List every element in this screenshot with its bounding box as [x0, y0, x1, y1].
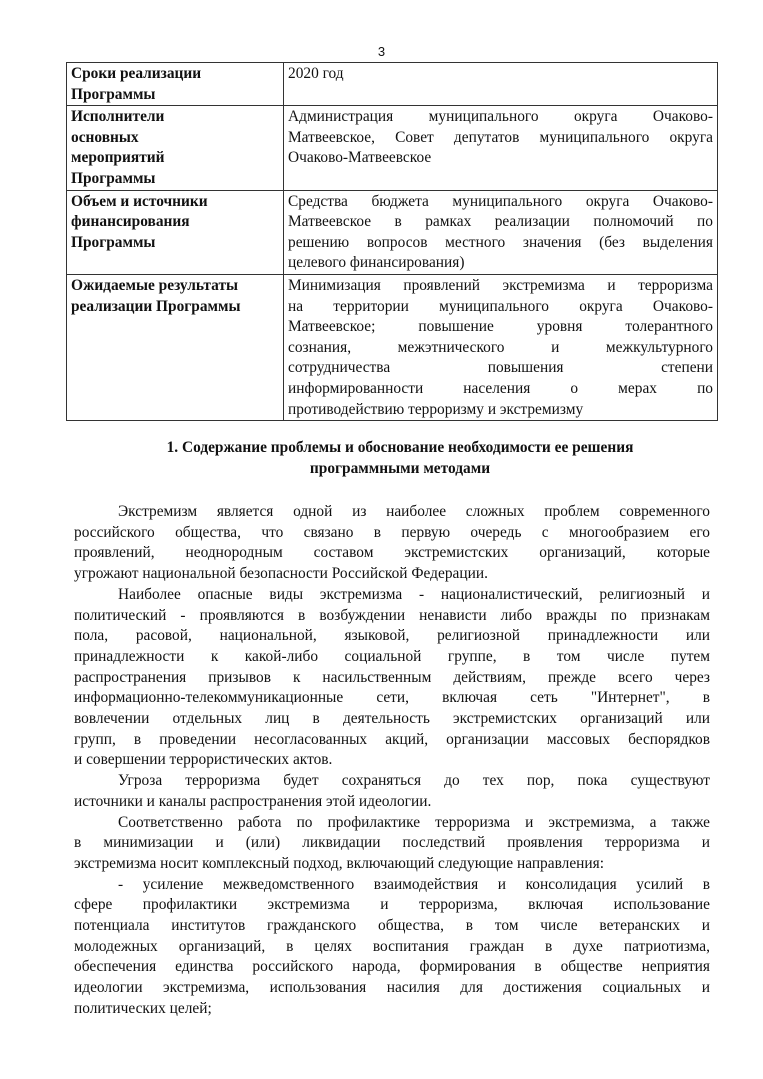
- paragraph-line: распространения призывов к насильственным действиям, прежде всего через: [74, 668, 710, 686]
- value-line: Матвеевское, Совет депутатов муниципального округа: [288, 128, 713, 146]
- value-line: сознания, межэтнического и межкультурного: [288, 338, 713, 356]
- paragraph: [74, 813, 710, 875]
- program-passport-table: [66, 62, 718, 421]
- paragraph: [74, 875, 710, 1020]
- paragraph-line: Экстремизм является одной из наиболее сложных проблем современного: [118, 503, 710, 520]
- value-line: информированности населения о мерах по: [288, 379, 713, 397]
- paragraph-line: обеспечения единства российского народа, формирования в обществе неприятия: [74, 958, 710, 976]
- value-line: решению вопросов местного значения (без выделения: [288, 233, 713, 251]
- row-value: [284, 274, 718, 420]
- page-number: 3: [377, 44, 386, 59]
- label-line: мероприятий: [71, 149, 165, 167]
- row-value: [284, 63, 718, 106]
- row-label: [67, 63, 284, 106]
- paragraph-line: экстремизма носит комплексный подход, включающий следующие направления:: [74, 854, 604, 872]
- value-line: сотрудничества повышения степени: [288, 359, 713, 377]
- paragraph-line: идеологии экстремизма, использования насилия для достижения социальных и: [74, 979, 710, 997]
- paragraph-line: информационно-телекоммуникационные сети, включая сеть "Интернет", в: [74, 689, 710, 707]
- paragraph: [74, 771, 710, 812]
- row-value: [284, 190, 718, 274]
- value-line: Администрация муниципального округа Очаково-: [288, 108, 713, 126]
- paragraph-line: пола, расовой, национальной, языковой, религиозной принадлежности или: [74, 627, 710, 645]
- paragraph-line: Наиболее опасные виды экстремизма - националистический, религиозный и: [118, 585, 710, 603]
- paragraph: [74, 585, 710, 771]
- paragraph-line: политических целей;: [74, 999, 212, 1017]
- table-row-timeline: [67, 63, 718, 106]
- row-value: [284, 106, 718, 190]
- value-line: 2020 год: [288, 65, 344, 82]
- value-line: Очаково-Матвеевское: [288, 149, 432, 167]
- value-line: противодействию терроризму и экстремизму: [288, 400, 584, 418]
- paragraph-line: источники и каналы распространения этой идеологии.: [74, 792, 432, 810]
- table-row-executors: [67, 106, 718, 190]
- section-heading-line: 1. Содержание проблемы и обоснование необходимости ее решения: [166, 439, 634, 456]
- value-line: Минимизация проявлений экстремизма и терроризма: [288, 276, 713, 294]
- row-label: [67, 190, 284, 274]
- value-line: целевого финансирования): [288, 254, 465, 272]
- section-heading-line: программными методами: [309, 459, 491, 477]
- paragraph-line: потенциала институтов гражданского общества, в том числе ветеранских и: [74, 917, 710, 935]
- label-line: Программы: [71, 169, 156, 187]
- value-line: Матвеевское в рамках реализации полномочий по: [288, 213, 713, 231]
- value-line-spacer: [288, 85, 713, 106]
- paragraph-line: Угроза терроризма будет сохраняться до тех пор, пока существуют: [118, 772, 710, 790]
- label-line: основных: [71, 128, 139, 146]
- value-line: на территории муниципального округа Очаково-: [288, 297, 713, 315]
- table-row-funding: [67, 190, 718, 274]
- paragraph-line: молодежных организаций, в целях воспитания граждан в духе патриотизма,: [74, 937, 710, 955]
- section-heading: [80, 438, 720, 480]
- value-line: Матвеевское; повышение уровня толерантного: [288, 318, 713, 336]
- label-line: Исполнители: [71, 108, 165, 126]
- paragraph-line: проявлений, неоднородным составом экстремистских организаций, которые: [74, 544, 710, 562]
- paragraph-line: вовлечении отдельных лиц в деятельность экстремистских организаций или: [74, 710, 710, 728]
- label-line: Объем и источники: [71, 192, 208, 210]
- label-line: Программы: [71, 233, 156, 251]
- label-line: финансирования: [71, 213, 190, 231]
- value-line: Средства бюджета муниципального округа Очаково-: [288, 192, 713, 210]
- paragraph-line: российского общества, что связано в первую очередь с многообразием его: [74, 523, 710, 541]
- paragraph-line: сфере профилактики экстремизма и терроризма, включая использование: [74, 896, 710, 914]
- paragraph-line: - усиление межведомственного взаимодействия и консолидация усилий в: [118, 875, 710, 893]
- paragraph-line: групп, в проведении несогласованных акций, организации массовых беспорядков: [74, 730, 710, 748]
- label-line: Ожидаемые результаты: [71, 276, 239, 294]
- table-row-results: [67, 274, 718, 420]
- paragraph-line: политический - проявляются в возбуждении ненависти либо вражды по признакам: [74, 606, 710, 624]
- label-line: Сроки реализации: [71, 65, 202, 82]
- paragraph: [74, 502, 710, 585]
- body-text: [74, 502, 710, 1020]
- row-label: [67, 274, 284, 420]
- row-label: [67, 106, 284, 190]
- label-line: Программы: [71, 85, 156, 103]
- paragraph-line: в минимизации и (или) ликвидации последствий проявления терроризма и: [74, 834, 710, 852]
- label-line: реализации Программы: [71, 297, 241, 315]
- paragraph-line: принадлежности к какой-либо социальной группе, в том числе путем: [74, 647, 710, 665]
- paragraph-line: Соответственно работа по профилактике терроризма и экстремизма, а также: [118, 813, 710, 831]
- paragraph-line: и совершении террористических актов.: [74, 751, 333, 769]
- paragraph-line: угрожают национальной безопасности Российской Федерации.: [74, 565, 488, 583]
